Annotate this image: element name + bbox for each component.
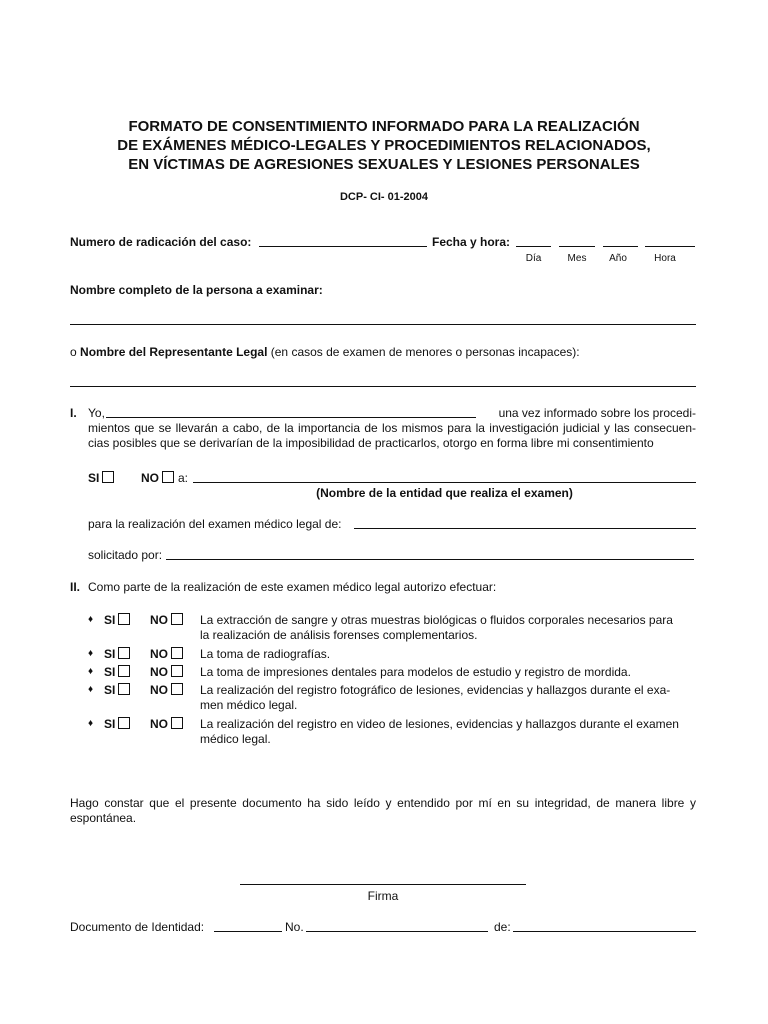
procedure-si-option[interactable] [104,665,130,679]
month-field[interactable] [559,246,595,247]
identity-number-field[interactable] [306,931,488,932]
procedure-no-checkbox[interactable] [171,683,183,695]
day-field[interactable] [516,246,551,247]
section-1-text-line-1: una vez informado sobre los procedi- [498,406,696,420]
procedure-line-1: La toma de impresiones dentales para modelos de estudio y registro de mordida. [200,665,631,679]
si-label: SI [104,665,116,679]
issued-in-label: de: [494,920,511,934]
procedure-si-checkbox[interactable] [118,647,130,659]
section-1-text-line-3: cias posibles que se derivarían de la imposibilidad de practicarlos, otorgo en forma libre mi consentimiento [88,436,654,450]
entity-name-field[interactable] [193,482,696,483]
legal-representative-field[interactable] [70,386,696,387]
bullet-icon: ♦ [88,614,94,625]
procedure-si-checkbox[interactable] [118,613,130,625]
procedure-line-1: La toma de radiografías. [200,647,331,661]
form-title-line-3: EN VÍCTIMAS DE AGRESIONES SEXUALES Y LESIONES PERSONALES [128,156,640,173]
procedure-no-option[interactable] [150,717,183,731]
procedure-line-2: la realización de análisis forenses complementarios. [200,628,478,642]
consent-si-checkbox[interactable] [102,471,114,483]
procedure-description [200,647,694,662]
procedure-si-option[interactable] [104,683,130,697]
person-name-label: Nombre completo de la persona a examinar: [70,283,323,297]
date-time-label: Fecha y hora: [432,235,511,249]
procedure-item-radiographs [88,647,694,663]
form-title-line-1: FORMATO DE CONSENTIMIENTO INFORMADO PARA LA REALIZACIÓN [128,118,640,135]
procedure-item-dental-impressions [88,665,694,681]
procedure-description [200,683,694,713]
procedure-description [200,613,694,643]
requested-by-field[interactable] [166,559,694,560]
consent-no-option[interactable] [141,471,174,485]
section-2-intro: Como parte de la realización de este examen médico legal autorizo efectuar: [88,580,497,594]
closing-statement-line-2: espontánea. [70,811,137,825]
section-1-text-line-2: mientos que se llevarán a cabo, de la importancia de los mismos para la investigación judicial y las consecuen- [88,421,696,435]
consent-no-checkbox[interactable] [162,471,174,483]
person-name-field[interactable] [70,324,696,325]
issued-in-field[interactable] [513,931,696,932]
form-code: DCP- CI- 01-2004 [339,191,429,203]
procedure-si-checkbox[interactable] [118,665,130,677]
year-field[interactable] [603,246,638,247]
case-number-field[interactable] [259,246,427,247]
procedure-si-option[interactable] [104,717,130,731]
consent-si-label: SI [88,471,100,485]
procedure-no-option[interactable] [150,647,183,661]
entity-a-label: a: [178,471,189,485]
entity-caption: (Nombre de la entidad que realiza el examen) [316,486,573,500]
no-label: NO [150,665,168,679]
procedure-description [200,717,694,747]
procedure-description [200,665,694,680]
procedure-no-option[interactable] [150,613,183,627]
procedure-si-option[interactable] [104,613,130,627]
rep-note: (en casos de examen de menores o personas incapaces): [270,345,580,359]
consent-no-label: NO [141,471,159,485]
signature-field[interactable] [240,884,526,885]
yo-label: Yo, [88,406,105,420]
year-caption: Año [609,253,627,264]
procedure-no-checkbox[interactable] [171,665,183,677]
procedure-line-1: La extracción de sangre y otras muestras biológicas o fluidos corporales necesarios para [200,613,673,627]
procedure-item-photographic-record [88,683,694,712]
section-1-numeral: I. [70,406,77,420]
si-label: SI [104,717,116,731]
legal-representative-label [70,345,580,359]
no-label: NO [150,683,168,697]
procedure-no-checkbox[interactable] [171,613,183,625]
requested-by-label: solicitado por: [88,548,163,562]
bullet-icon: ♦ [88,684,94,695]
procedure-line-2: médico legal. [200,732,271,746]
procedure-si-checkbox[interactable] [118,683,130,695]
no-label: NO [150,647,168,661]
identity-document-label: Documento de Identidad: [70,920,205,934]
procedure-no-checkbox[interactable] [171,717,183,729]
si-label: SI [104,613,116,627]
procedure-line-1: La realización del registro en video de lesiones, evidencias y hallazgos durante el examen [200,717,679,731]
exam-type-label: para la realización del examen médico legal de: [88,517,342,531]
procedure-no-option[interactable] [150,683,183,697]
procedure-line-2: men médico legal. [200,698,298,712]
procedure-no-option[interactable] [150,665,183,679]
bullet-icon: ♦ [88,666,94,677]
exam-type-field[interactable] [354,528,696,529]
hour-caption: Hora [654,253,676,264]
procedure-item-video-record [88,717,694,746]
procedure-si-option[interactable] [104,647,130,661]
rep-prefix: o [70,345,77,359]
si-label: SI [104,683,116,697]
case-number-label: Numero de radicación del caso: [70,235,252,249]
identity-document-type-field[interactable] [214,931,282,932]
procedure-si-checkbox[interactable] [118,717,130,729]
day-caption: Día [525,253,542,264]
bullet-icon: ♦ [88,718,94,729]
declarant-name-field[interactable] [106,417,476,418]
closing-statement-line-1: Hago constar que el presente documento ha sido leído y entendido por mí en su integridad, de manera libre y [70,796,696,810]
procedure-line-1: La realización del registro fotográfico de lesiones, evidencias y hallazgos durante el exa- [200,683,671,697]
no-label: NO [150,613,168,627]
month-caption: Mes [567,253,587,264]
no-label: NO [150,717,168,731]
consent-si-option[interactable] [88,471,114,485]
rep-label: Nombre del Representante Legal [80,345,268,359]
procedure-no-checkbox[interactable] [171,647,183,659]
hour-field[interactable] [645,246,695,247]
section-2-numeral: II. [70,580,81,594]
signature-caption: Firma [367,889,399,903]
si-label: SI [104,647,116,661]
form-title-line-2: DE EXÁMENES MÉDICO-LEGALES Y PROCEDIMIENTOS RELACIONADOS, [117,137,651,154]
bullet-icon: ♦ [88,648,94,659]
identity-number-label: No. [285,920,304,934]
procedure-item-blood-samples [88,613,694,642]
